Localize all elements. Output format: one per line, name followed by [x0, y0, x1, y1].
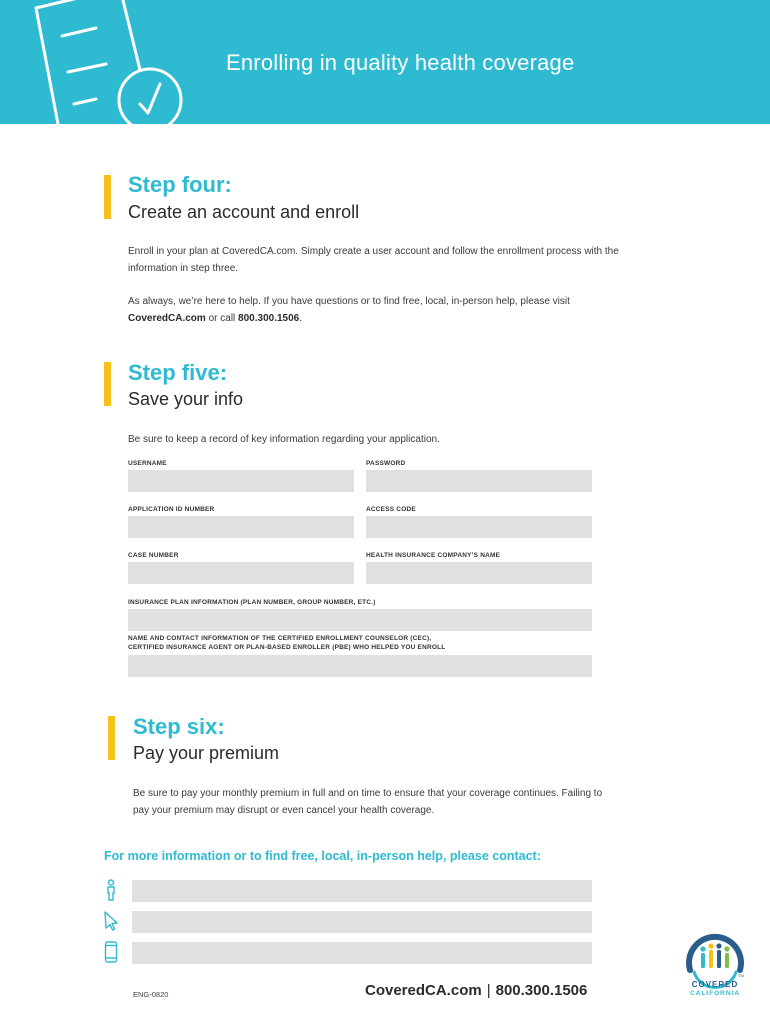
- step-six-accent-bar: [108, 716, 115, 760]
- password-label: PASSWORD: [366, 460, 406, 467]
- contact-title: For more information or to find free, local, in-person help, please contact:: [104, 849, 541, 863]
- enroller-label-line-1: NAME AND CONTACT INFORMATION OF THE CERTIFIED ENROLLMENT COUNSELOR (CEC),: [128, 635, 432, 642]
- step-six-title: Step six:: [133, 714, 225, 739]
- application-id-label: APPLICATION ID NUMBER: [128, 506, 215, 513]
- enroller-label: [128, 634, 445, 652]
- logo-text-california: CALIFORNIA: [689, 990, 741, 997]
- step-five-accent-bar: [104, 362, 111, 406]
- case-number-label: CASE NUMBER: [128, 552, 179, 559]
- step-four-paragraph-1: Enroll in your plan at CoveredCA.com. Simply create a user account and follow the enrollment process with the information in step three.: [128, 246, 619, 274]
- step-four-para2-end: .: [299, 313, 302, 324]
- step-six-paragraph: Be sure to pay your monthly premium in full and on time to ensure that your coverage continues. Failing to pay your premium may disrupt or even cancel your health coverage.: [133, 788, 603, 816]
- step-six-subtitle: Pay your premium: [133, 743, 280, 763]
- application-id-field[interactable]: [128, 516, 354, 538]
- phone-icon: [102, 941, 120, 963]
- footer-separator: |: [486, 982, 491, 999]
- plan-info-field[interactable]: [128, 609, 592, 631]
- step-five-title: Step five:: [128, 360, 228, 385]
- header-banner: [0, 0, 770, 124]
- contact-name-field[interactable]: [132, 880, 592, 902]
- contact-website-field[interactable]: [132, 911, 592, 933]
- step-five-intro: Be sure to keep a record of key information regarding your application.: [128, 434, 440, 445]
- step-four-accent-bar: [104, 175, 111, 219]
- footer-phone: 800.300.1506: [495, 982, 588, 999]
- covered-ca-link[interactable]: CoveredCA.com: [128, 313, 206, 324]
- footer-contact: [365, 982, 587, 999]
- insurer-name-label: HEALTH INSURANCE COMPANY’S NAME: [366, 552, 501, 559]
- step-four-paragraph-2: [128, 293, 628, 327]
- enroller-field[interactable]: [128, 655, 592, 677]
- enroller-label-line-2: CERTIFIED INSURANCE AGENT OR PLAN-BASED ENROLLER (PBE) WHO HELPED YOU ENROLL: [128, 644, 446, 651]
- cursor-icon: [102, 910, 120, 932]
- step-four-title: Step four:: [128, 172, 232, 197]
- password-field[interactable]: [366, 470, 592, 492]
- access-code-label: ACCESS CODE: [366, 506, 416, 513]
- page-title: Enrolling in quality health coverage: [226, 50, 575, 75]
- access-code-field[interactable]: [366, 516, 592, 538]
- step-four-para2-mid: or call: [205, 313, 239, 324]
- logo-tm: TM: [738, 973, 744, 978]
- logo-text-covered: COVERED: [691, 980, 739, 989]
- username-label: USERNAME: [128, 460, 167, 467]
- checklist-icon: [0, 0, 230, 124]
- document-code: ENG-0820: [133, 990, 169, 999]
- phone-number: 800.300.1506: [238, 313, 300, 324]
- insurer-name-field[interactable]: [366, 562, 592, 584]
- footer-site-link[interactable]: CoveredCA.com: [365, 982, 482, 999]
- person-icon: [102, 879, 120, 901]
- step-four-para2-prefix: As always, we’re here to help. If you have questions or to find free, local, in-person help, please visit: [128, 296, 570, 307]
- case-number-field[interactable]: [128, 562, 354, 584]
- step-five-subtitle: Save your info: [128, 389, 244, 409]
- step-four-subtitle: Create an account and enroll: [128, 202, 360, 222]
- contact-phone-field[interactable]: [132, 942, 592, 964]
- plan-info-label: INSURANCE PLAN INFORMATION (PLAN NUMBER, GROUP NUMBER, ETC.): [128, 599, 376, 606]
- username-field[interactable]: [128, 470, 354, 492]
